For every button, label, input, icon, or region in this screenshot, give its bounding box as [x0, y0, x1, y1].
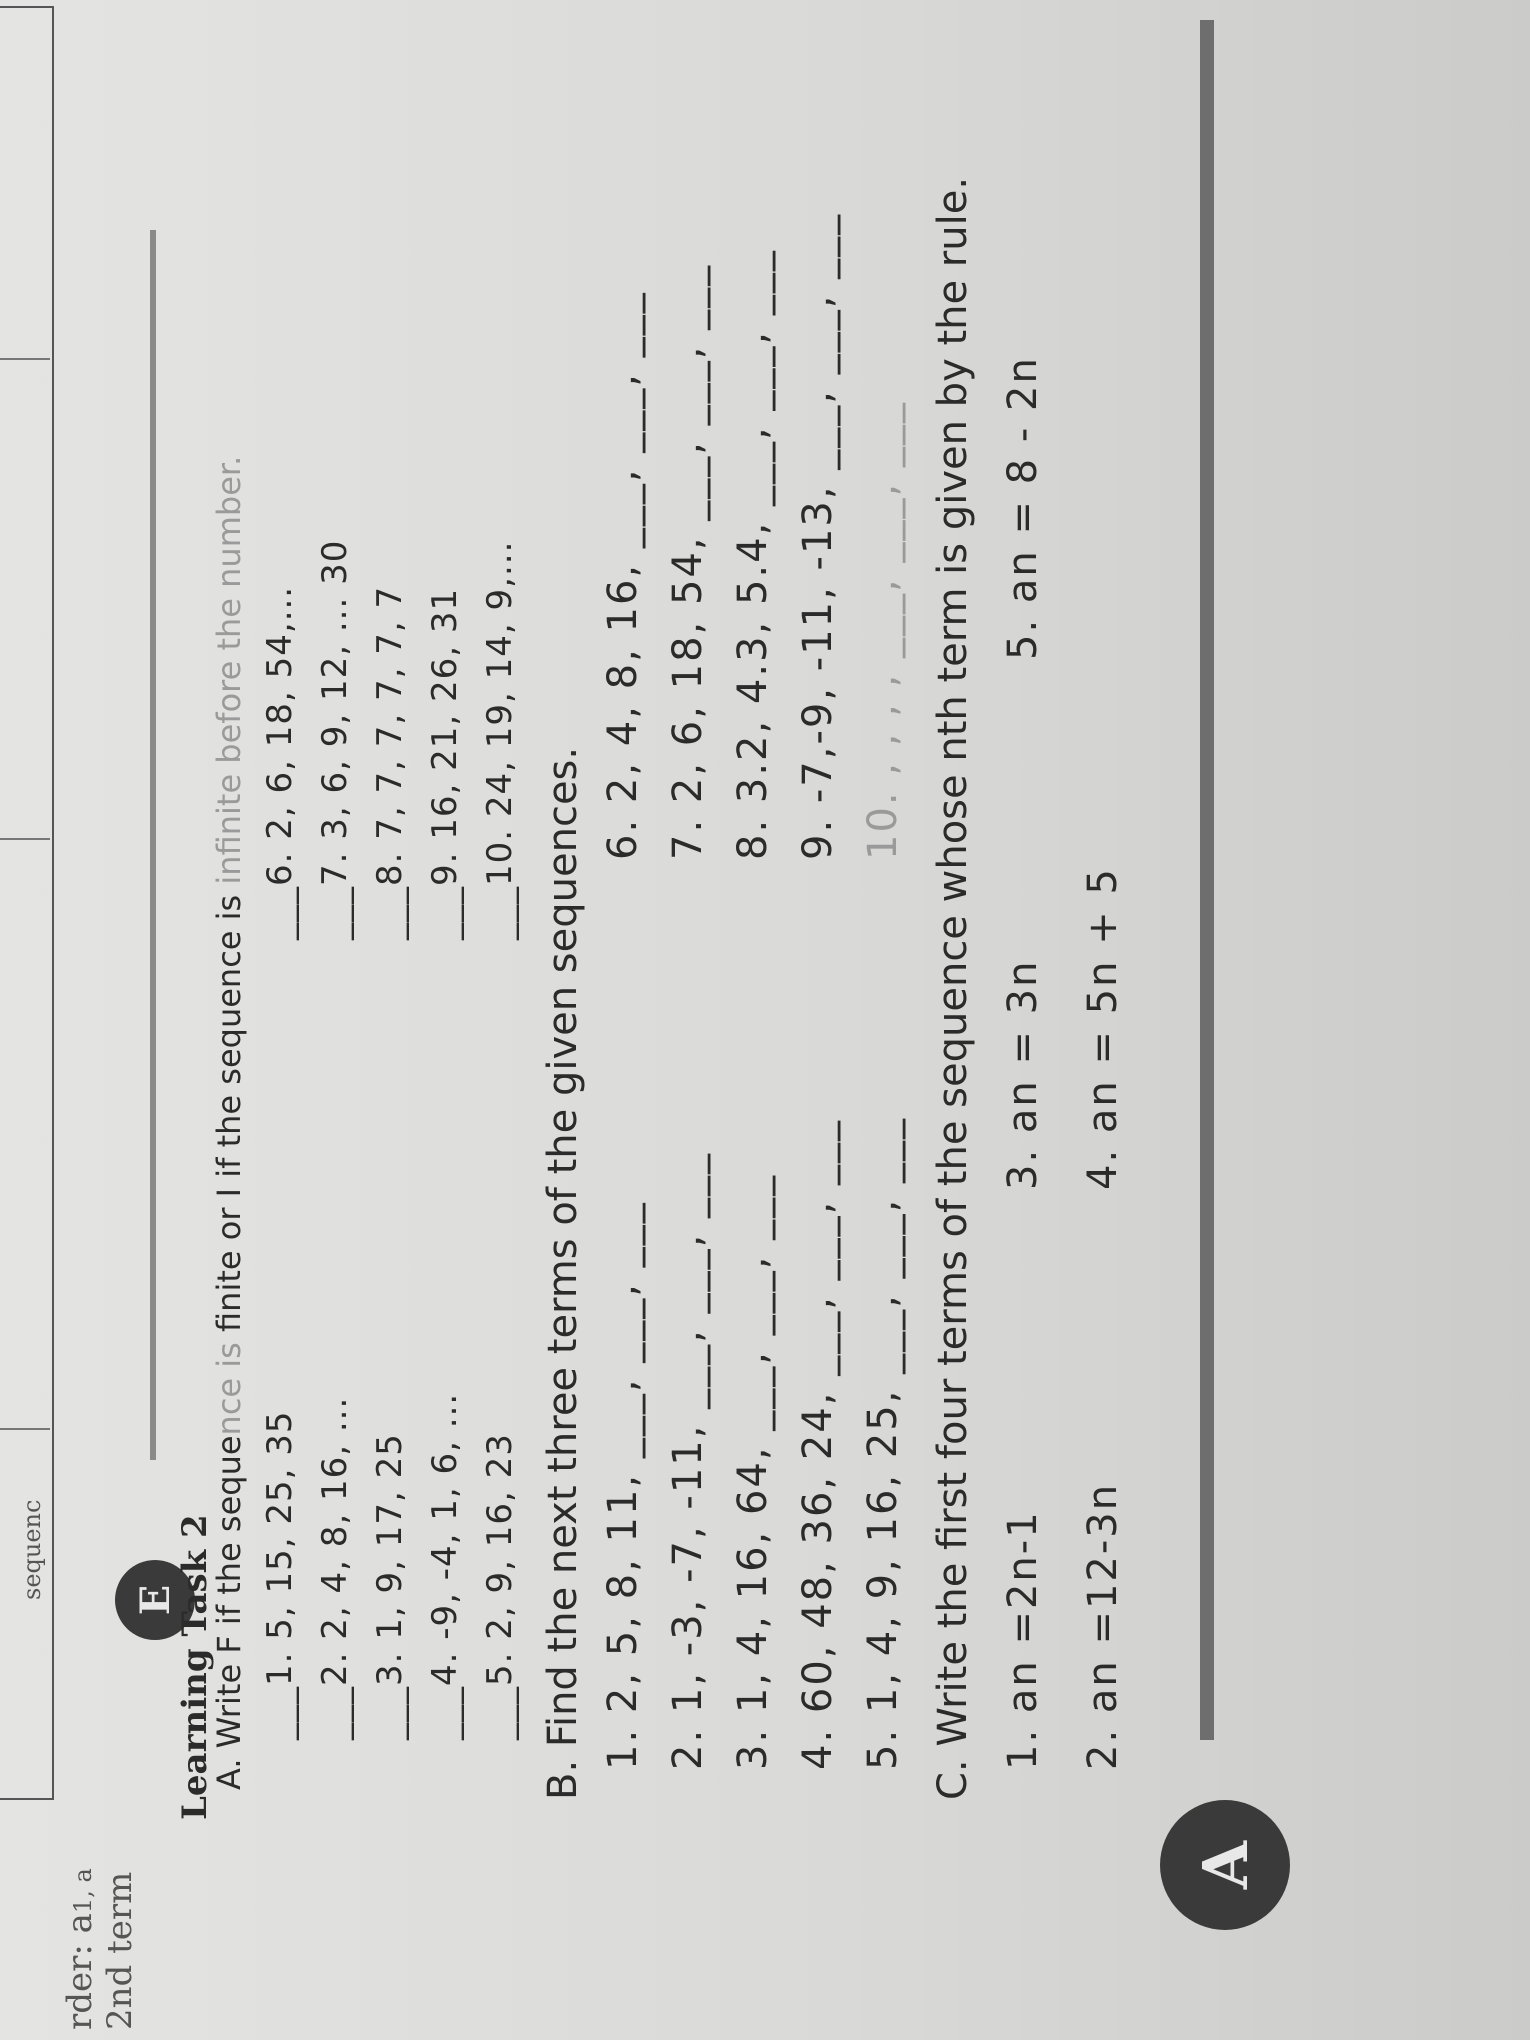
list-item: ___1. 5, 15, 25, 35 — [260, 1410, 300, 1740]
list-item: ___3. 1, 9, 17, 25 — [370, 1433, 410, 1740]
list-item: 9. -7,-9, -11, -13, ___, ___, ___ — [795, 212, 841, 860]
list-item: 5. an = 8 - 2n — [1000, 356, 1046, 660]
list-item: 5. 1, 4, 9, 16, 25, ___, ___, ___ — [860, 1116, 906, 1770]
list-item: 3. an = 3n — [1000, 959, 1046, 1190]
list-item: ___6. 2, 6, 18, 54,... — [260, 585, 300, 940]
list-item: ___2. 2, 4, 8, 16, ... — [315, 1396, 355, 1740]
list-item: 10. , , , , ___, ___, ___ — [860, 401, 906, 860]
list-item: ___4. -9, -4, 1, 6, ... — [425, 1392, 465, 1740]
list-item: ___10. 24, 19, 14, 9,... — [480, 540, 520, 940]
table-line — [0, 838, 50, 840]
page-title: Learning Task 2 — [175, 1514, 215, 1820]
list-item: 8. 3.2, 4.3, 5.4, ___, ___, ___ — [730, 249, 776, 860]
list-item: 4. 60, 48, 36, 24, ___, ___, ___ — [795, 1118, 841, 1770]
list-item: 7. 2, 6, 18, 54, ___, ___, ___ — [665, 263, 711, 860]
table-line — [0, 358, 50, 360]
list-item: 2. an =12-3n — [1080, 1482, 1126, 1770]
section-e-badge: E — [115, 1560, 195, 1640]
corner-side-word: sequenc — [18, 1499, 46, 1600]
list-item: 3. 1, 4, 16, 64, ___, ___, ___ — [730, 1173, 776, 1770]
list-item: 6. 2, 4, 8, 16, ___, ___, ___ — [600, 291, 646, 860]
list-item: 4. an = 5n + 5 — [1080, 867, 1126, 1190]
section-b-instruction: B. Find the next three terms of the given sequences. — [540, 746, 586, 1800]
corner-text-1: rder: a1, a — [60, 1868, 100, 2030]
table-line — [0, 1428, 50, 1430]
list-item: ___9. 16, 21, 26, 31 — [425, 587, 465, 940]
list-item: 1. an =2n-1 — [1000, 1510, 1046, 1770]
section-a-badge: A — [1160, 1800, 1290, 1930]
list-item: ___7. 3, 6, 9, 12, ... 30 — [315, 539, 355, 940]
list-item: ___5. 2, 9, 16, 23 — [480, 1433, 520, 1740]
section-a-instruction: A. Write F if the sequence is finite or I if the sequence is infinite before the number. — [210, 455, 248, 1790]
list-item: 1. 2, 5, 8, 11, ___, ___, ___ — [600, 1201, 646, 1770]
footer-rule — [1200, 20, 1214, 1740]
list-item: 2. 1, -3, -7, -11, ___, ___, ___ — [665, 1151, 711, 1770]
section-c-instruction: C. Write the first four terms of the sequence whose nth term is given by the rule. — [930, 176, 976, 1800]
header-rule — [150, 230, 156, 1460]
corner-text-2: 2nd term — [100, 1871, 140, 2030]
list-item: ___8. 7, 7, 7, 7, 7, 7 — [370, 585, 410, 940]
